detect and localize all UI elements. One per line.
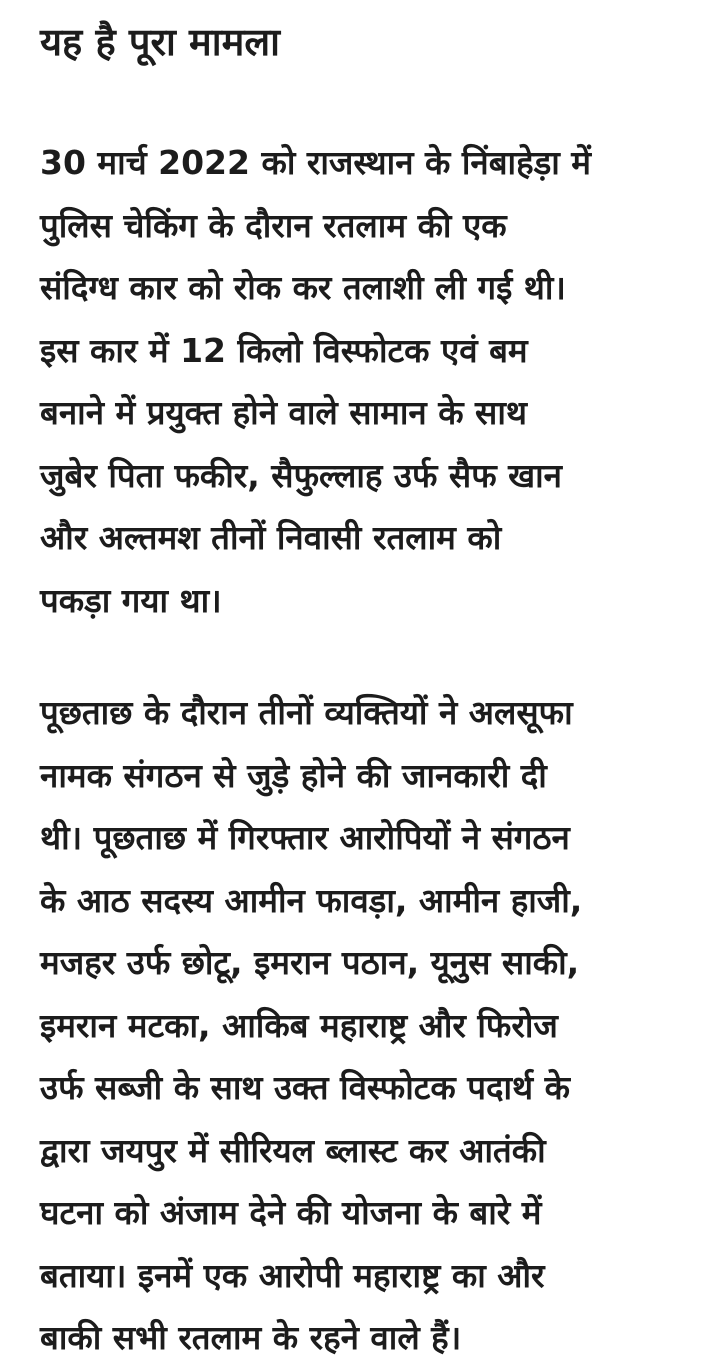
paragraph-line: मजहर उर्फ छोटू, इमरान पठान, यूनुस साकी, — [40, 943, 580, 982]
paragraph-line: इमरान मटका, आकिब महाराष्ट्र और फिरोज — [40, 1005, 558, 1045]
paragraph-line: घटना को अंजाम देने की योजना के बारे में — [40, 1193, 542, 1232]
article — [40, 0, 700, 1357]
paragraph-line: 30 मार्च 2022 को राजस्थान के निंबाहेड़ा में — [40, 143, 592, 182]
paragraph-line: बनाने में प्रयुक्त होने वाले सामान के साथ — [40, 393, 527, 432]
paragraph-line: द्वारा जयपुर में सीरियल ब्लास्ट कर आतंकी — [40, 1130, 546, 1170]
article-heading: यह है पूरा मामला — [40, 20, 280, 64]
paragraph-line: बताया। इनमें एक आरोपी महाराष्ट्र का और — [40, 1255, 545, 1295]
paragraph-line: पकड़ा गया था। — [40, 580, 222, 620]
paragraph-line: बाकी सभी रतलाम के रहने वाले हैं। — [40, 1318, 462, 1357]
paragraph-line: पुलिस चेकिंग के दौरान रतलाम की एक — [40, 205, 507, 245]
paragraph-line: उर्फ सब्जी के साथ उक्त विस्फोटक पदार्थ के — [40, 1068, 570, 1107]
paragraph-line: के आठ सदस्य आमीन फावड़ा, आमीन हाजी, — [40, 880, 583, 920]
paragraph-line: और अल्तमश तीनों निवासी रतलाम को — [40, 518, 502, 557]
paragraph-line: नामक संगठन से जुड़े होने की जानकारी दी — [40, 755, 547, 795]
paragraph-line: थी। पूछताछ में गिरफ्तार आरोपियों ने संगठन — [40, 818, 570, 857]
paragraph-line: संदिग्ध कार को रोक कर तलाशी ली गई थी। — [40, 268, 566, 307]
paragraph-1 — [40, 132, 591, 632]
paragraph-line: जुबेर पिता फकीर, सैफुल्लाह उर्फ सैफ खान — [40, 455, 562, 495]
paragraph-2 — [40, 682, 582, 1370]
paragraph-line: इस कार में 12 किलो विस्फोटक एवं बम — [40, 330, 528, 370]
paragraph-line: पूछताछ के दौरान तीनों व्यक्तियों ने अलसूफा — [40, 693, 573, 732]
